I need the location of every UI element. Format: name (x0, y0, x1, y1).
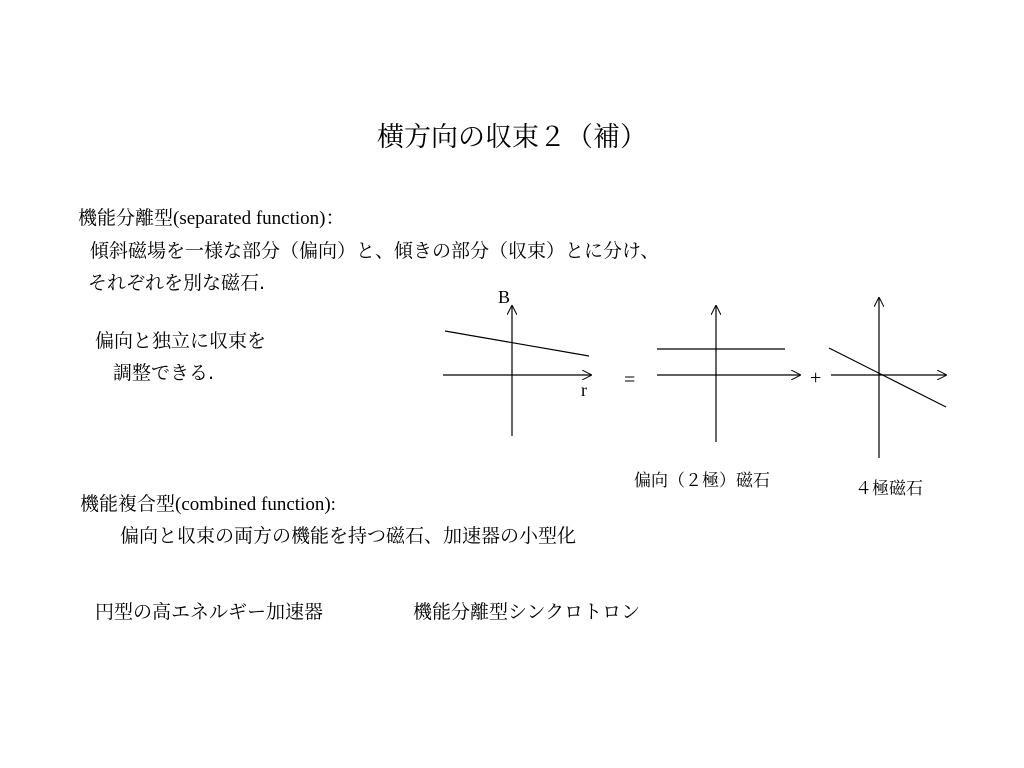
combined-desc: 偏向と収束の両方の機能を持つ磁石、加速器の小型化 (120, 525, 577, 547)
axis-y-label: B (498, 287, 511, 307)
axis-x-label: r (581, 380, 587, 400)
dipole-magnet-label: 偏向（２極）磁石 (634, 471, 770, 491)
equals-sign: = (624, 369, 636, 391)
slide-title: 横方向の収束２（補） (377, 122, 647, 153)
separated-note-line2: 調整できる. (113, 362, 215, 384)
combined-heading-jp: 機能複合型 (80, 493, 176, 515)
separated-desc-line1: 傾斜磁場を一様な部分（偏向）と、傾きの部分（収束）とに分け、 (90, 240, 660, 262)
dipole-field-graph (657, 306, 800, 442)
separated-note-line1: 偏向と独立に収束を (95, 330, 267, 352)
separated-desc-line2: それぞれを別な磁石. (88, 272, 266, 294)
separated-heading-jp: 機能分離型 (78, 207, 174, 229)
quad-field-line (829, 348, 946, 407)
combined-heading-en: (combined function): (175, 494, 336, 515)
footer-left: 円型の高エネルギー加速器 (95, 601, 324, 623)
separated-heading-colon: ： (325, 207, 345, 229)
total-field-line (445, 331, 589, 356)
plus-sign: + (810, 367, 822, 389)
total-field-graph (443, 306, 591, 436)
footer-right: 機能分離型シンクロトロン (413, 601, 641, 623)
combined-heading (80, 489, 336, 516)
separated-heading-en: (separated function) (173, 208, 326, 229)
quad-magnet-label: ４極磁石 (855, 479, 923, 499)
quad-field-graph (829, 298, 946, 458)
